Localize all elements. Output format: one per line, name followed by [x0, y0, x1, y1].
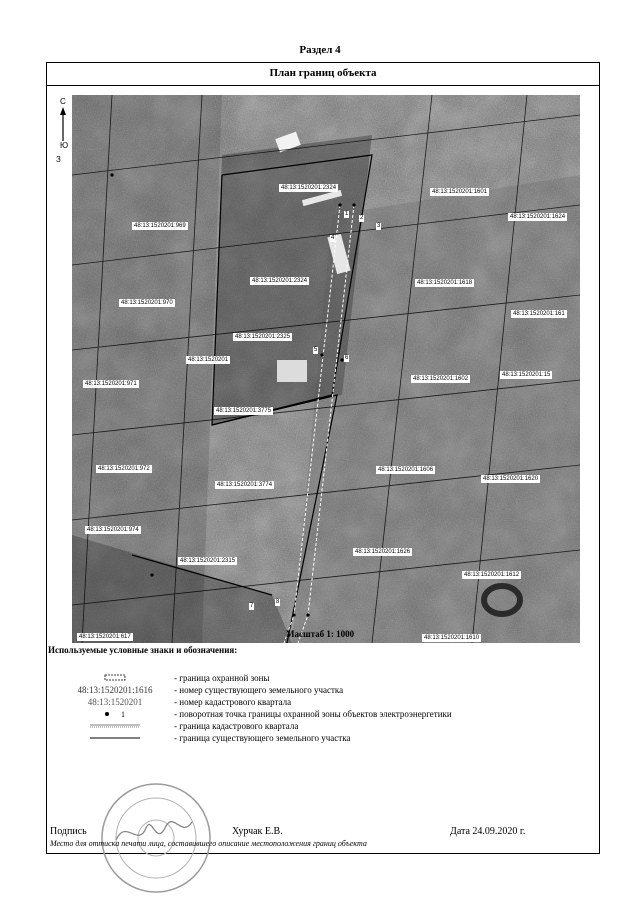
parcel-label: 48:13:1520201:974	[87, 527, 139, 533]
point-label: 4	[331, 235, 335, 241]
parcel-label: 48:13:1520201:1624	[510, 214, 566, 220]
seal-stamp	[96, 778, 216, 898]
signature-date: Дата 24.09.2020 г.	[450, 826, 526, 837]
point-label: 2	[360, 215, 364, 221]
parcel-label: 48:13:1520201:972	[98, 466, 150, 472]
north-arrow-icon	[60, 107, 68, 141]
point-label: 7	[250, 603, 254, 609]
legend-item-quarter-number: 48:13:1520201 - номер кадастрового квартала	[87, 697, 292, 707]
legend-item-quarter-boundary: - граница кадастрового квартала	[60, 721, 600, 733]
legend-item-protection-zone: - граница охранной зоны	[60, 673, 600, 685]
parcel-label: 48:13:1520201:971	[85, 381, 137, 387]
signer-name: Хурчак Е.В.	[232, 826, 283, 837]
parcel-label: 48:13:1520201:2315	[180, 558, 236, 564]
legend-item-parcel-number: 48:13:1520201:1616 - номер существующего земельного участка	[77, 685, 344, 695]
north-label: С	[60, 97, 66, 106]
parcel-label: 48:13:1520201:1612	[464, 572, 520, 578]
point-label: 3	[377, 223, 381, 229]
point-label: 5	[314, 347, 318, 353]
parcel-label: 48:13:1520201:2324	[252, 278, 308, 284]
stamp-footnote: Место для оттиска печати лица, составившего описание местоположения границ объекта	[50, 839, 367, 848]
parcel-label: 48:13:1520201:3775	[216, 408, 272, 414]
south-label: Ю	[60, 141, 69, 150]
point-label: 6	[345, 355, 349, 361]
quarter-boundary-symbol	[60, 721, 170, 733]
legend-item-turning-point: 1 - поворотная точка границы охранной зоны объектов электроэнергетики	[60, 709, 600, 721]
signature-label: Подпись	[50, 826, 87, 837]
point-label: 1	[345, 211, 349, 217]
parcel-label: 48:13:1520201:1626	[355, 549, 411, 555]
parcel-label: 48:13:1520201:161	[513, 311, 565, 317]
parcel-label: 48:13:1520201:970	[121, 300, 173, 306]
protection-zone-symbol	[60, 673, 170, 685]
legend-title: Используемые условные знаки и обозначения:	[48, 645, 238, 655]
quarter-label: 48:13:1520201:1610	[424, 635, 480, 641]
parcel-label: 48:13:1520201:1618	[417, 280, 473, 286]
parcel-label: 48:13:1520201:1620	[483, 476, 539, 482]
parcel-label: 48:13:1520201:2324	[281, 185, 337, 191]
map-scale: Масштаб 1: 1000	[286, 629, 355, 639]
quarter-label: 48:13:1520201	[188, 357, 229, 363]
parcel-label: 48:13:1520201:1602	[413, 376, 469, 382]
satellite-map	[72, 95, 580, 643]
parcel-label: 48:13:1520201:1606	[378, 467, 434, 473]
svg-text:1: 1	[121, 710, 125, 719]
plan-title: План границ объекта	[46, 62, 600, 86]
legend-item-parcel-boundary: - граница существующего земельного участка	[60, 733, 600, 745]
parcel-label: 48:13:1520201:2325	[235, 334, 291, 340]
south-sublabel: З	[56, 155, 61, 164]
parcel-label: 48:13:1520201:3774	[217, 482, 273, 488]
parcel-boundary-symbol	[60, 733, 170, 745]
north-arrow	[50, 97, 72, 167]
turning-point-icon	[60, 709, 170, 721]
quarter-label: 48:13:1520201:617	[79, 634, 131, 640]
point-label: 8	[276, 599, 280, 605]
parcel-label: 48:13:1520201:15	[502, 372, 551, 378]
parcel-label: 48:13:1520201:969	[134, 223, 186, 229]
parcel-label: 48:13:1520201:1601	[432, 189, 488, 195]
map-drawing	[72, 95, 580, 643]
section-title: Раздел 4	[299, 44, 341, 56]
